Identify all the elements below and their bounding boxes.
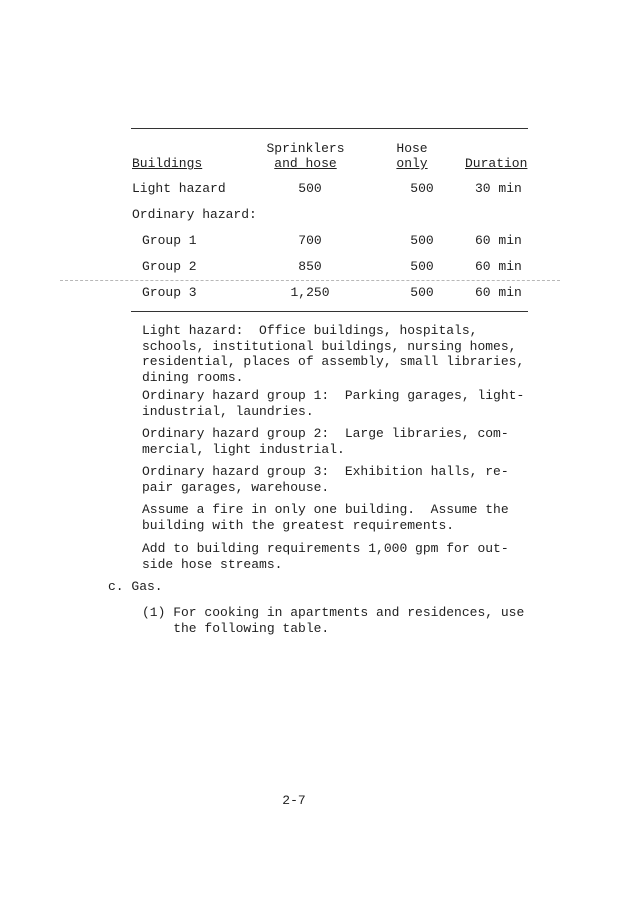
header-hose-line2: only bbox=[396, 156, 428, 171]
row-group1-duration: 60 min bbox=[475, 233, 522, 248]
scan-artifact-line bbox=[60, 280, 560, 281]
header-sprinklers-line1: Sprinklers bbox=[266, 141, 345, 156]
note-ordinary-group2: Ordinary hazard group 2: Large libraries, com- mercial, light industrial. bbox=[142, 426, 509, 457]
note-ordinary-group3: Ordinary hazard group 3: Exhibition halls, re- pair garages, warehouse. bbox=[142, 464, 509, 495]
note-light-hazard: Light hazard: Office buildings, hospitals, schools, institutional buildings, nursing homes, residential, places of assembly, small libraries, dining rooms. bbox=[142, 323, 525, 385]
row-light-hazard-duration: 30 min bbox=[475, 181, 522, 196]
row-light-hazard-sprinklers: 500 bbox=[298, 181, 322, 196]
header-hose bbox=[384, 141, 440, 171]
header-duration: Duration bbox=[465, 156, 528, 171]
note-assume-fire: Assume a fire in only one building. Assume the building with the greatest requirements. bbox=[142, 502, 509, 533]
table-bottom-rule bbox=[131, 311, 528, 312]
row-group1-building: Group 1 bbox=[142, 233, 197, 248]
row-group1-hose: 500 bbox=[410, 233, 434, 248]
row-ordinary-hazard-building: Ordinary hazard: bbox=[132, 207, 257, 222]
row-group1-sprinklers: 700 bbox=[298, 233, 322, 248]
note-ordinary-group1: Ordinary hazard group 1: Parking garages, light- industrial, laundries. bbox=[142, 388, 525, 419]
row-group3-hose: 500 bbox=[410, 285, 434, 300]
header-buildings: Buildings bbox=[132, 156, 203, 171]
row-group3-building: Group 3 bbox=[142, 285, 197, 300]
header-hose-line1: Hose bbox=[396, 141, 428, 156]
row-light-hazard-building: Light hazard bbox=[132, 181, 226, 196]
header-sprinklers-line2: and hose bbox=[274, 156, 337, 171]
section-gas-item-1: (1) For cooking in apartments and residences, use the following table. bbox=[142, 605, 525, 636]
row-group3-duration: 60 min bbox=[475, 285, 522, 300]
row-light-hazard-hose: 500 bbox=[410, 181, 434, 196]
section-gas-heading: c. Gas. bbox=[108, 579, 163, 594]
row-group2-sprinklers: 850 bbox=[298, 259, 322, 274]
table-top-rule bbox=[131, 128, 528, 129]
row-group3-sprinklers: 1,250 bbox=[290, 285, 330, 300]
page-number: 2-7 bbox=[282, 793, 306, 808]
header-sprinklers bbox=[258, 141, 353, 171]
note-add-requirements: Add to building requirements 1,000 gpm for out- side hose streams. bbox=[142, 541, 509, 572]
row-group2-hose: 500 bbox=[410, 259, 434, 274]
row-group2-duration: 60 min bbox=[475, 259, 522, 274]
row-group2-building: Group 2 bbox=[142, 259, 197, 274]
